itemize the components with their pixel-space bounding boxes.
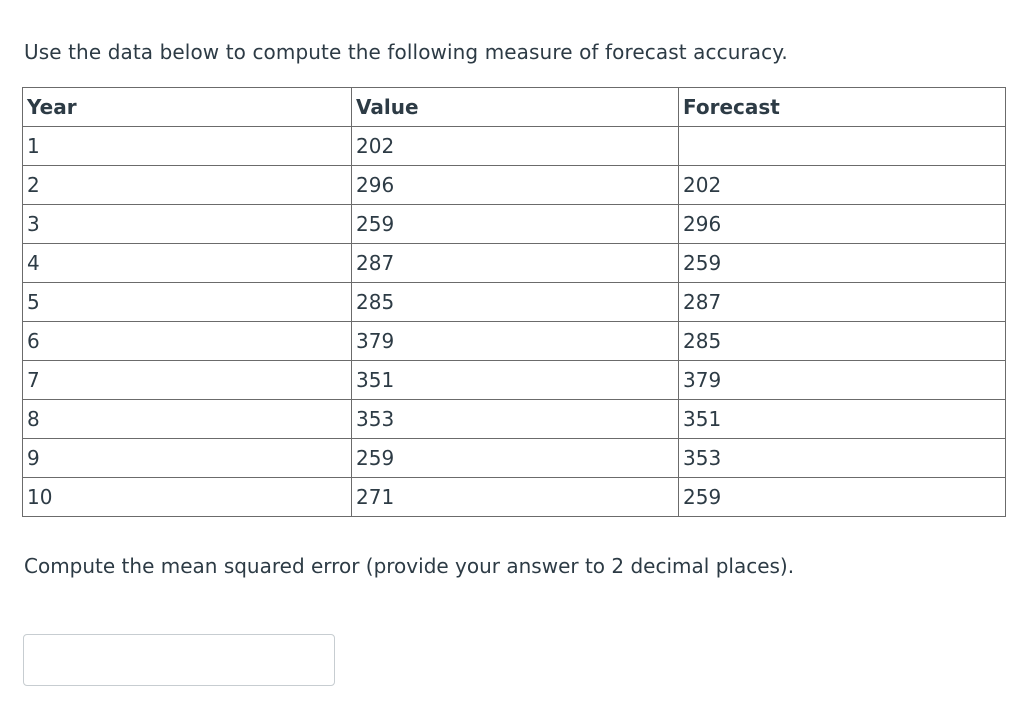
cell-forecast: 353 <box>679 439 1006 478</box>
table-row <box>23 205 1006 244</box>
cell-value: 353 <box>352 400 679 439</box>
cell-year: 2 <box>23 166 352 205</box>
cell-year: 3 <box>23 205 352 244</box>
cell-value: 351 <box>352 361 679 400</box>
cell-year: 5 <box>23 283 352 322</box>
cell-year: 9 <box>23 439 352 478</box>
cell-year: 4 <box>23 244 352 283</box>
cell-value: 259 <box>352 205 679 244</box>
cell-forecast: 202 <box>679 166 1006 205</box>
forecast-data-table <box>22 87 1006 517</box>
table-row <box>23 322 1006 361</box>
table-row <box>23 244 1006 283</box>
cell-forecast <box>679 127 1006 166</box>
cell-forecast: 287 <box>679 283 1006 322</box>
header-year: Year <box>23 88 352 127</box>
header-forecast: Forecast <box>679 88 1006 127</box>
table-row <box>23 478 1006 517</box>
table-header-row <box>23 88 1006 127</box>
cell-value: 285 <box>352 283 679 322</box>
cell-value: 271 <box>352 478 679 517</box>
cell-forecast: 379 <box>679 361 1006 400</box>
question-text: Compute the mean squared error (provide your answer to 2 decimal places). <box>24 554 795 578</box>
cell-forecast: 259 <box>679 478 1006 517</box>
cell-forecast: 296 <box>679 205 1006 244</box>
cell-year: 8 <box>23 400 352 439</box>
cell-year: 10 <box>23 478 352 517</box>
answer-input[interactable] <box>23 634 335 686</box>
table-row <box>23 127 1006 166</box>
cell-forecast: 259 <box>679 244 1006 283</box>
cell-forecast: 285 <box>679 322 1006 361</box>
table-row <box>23 439 1006 478</box>
cell-value: 379 <box>352 322 679 361</box>
instructions-text: Use the data below to compute the following measure of forecast accuracy. <box>24 40 788 64</box>
table-row <box>23 400 1006 439</box>
table-row <box>23 283 1006 322</box>
table-row <box>23 361 1006 400</box>
cell-year: 6 <box>23 322 352 361</box>
table-row <box>23 166 1006 205</box>
cell-year: 1 <box>23 127 352 166</box>
cell-value: 296 <box>352 166 679 205</box>
cell-forecast: 351 <box>679 400 1006 439</box>
cell-value: 287 <box>352 244 679 283</box>
header-value: Value <box>352 88 679 127</box>
cell-value: 202 <box>352 127 679 166</box>
cell-value: 259 <box>352 439 679 478</box>
cell-year: 7 <box>23 361 352 400</box>
